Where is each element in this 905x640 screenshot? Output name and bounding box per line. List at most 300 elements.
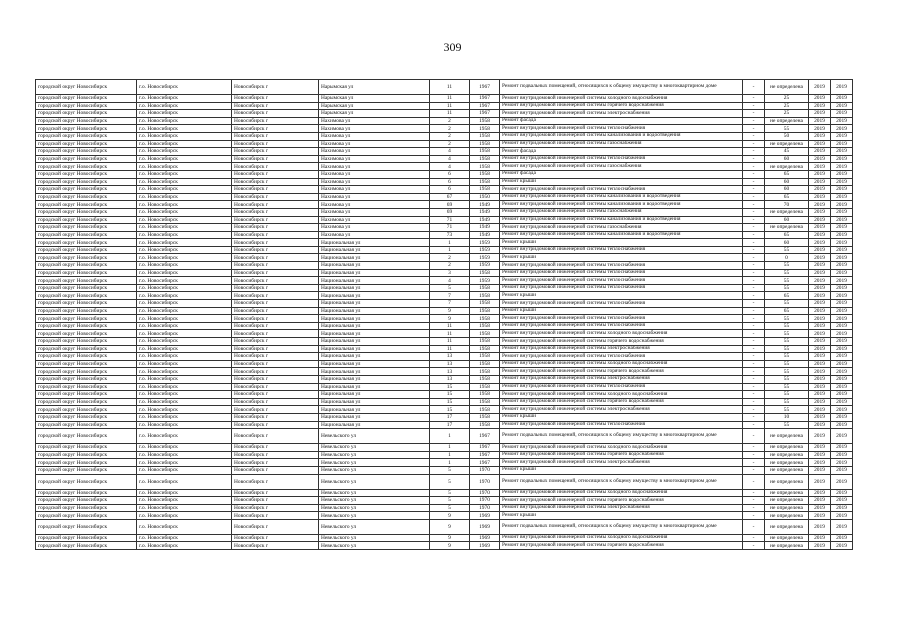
build-year-cell: 1958 [470, 170, 500, 178]
locality-cell: г.о. Новосибирск [137, 208, 232, 216]
cost-cell: не определена [765, 140, 809, 148]
cost-cell: 60 [765, 155, 809, 163]
work-type-cell: Ремонт фасада [500, 117, 743, 125]
house-number-cell: 15 [430, 398, 470, 406]
city-cell: Новосибирск г [232, 413, 319, 421]
build-year-cell: 1958 [470, 413, 500, 421]
house-number-cell: 73 [430, 231, 470, 239]
locality-cell: г.о. Новосибирск [137, 117, 232, 125]
table-row [36, 307, 853, 315]
build-year-cell: 1967 [470, 80, 500, 95]
locality-cell: г.о. Новосибирск [137, 277, 232, 285]
city-cell: Новосибирск г [232, 178, 319, 186]
house-number-cell: 2 [430, 140, 470, 148]
house-number-cell: 1 [430, 451, 470, 459]
house-number-cell: 9 [430, 534, 470, 542]
city-cell: Новосибирск г [232, 345, 319, 353]
build-year-cell: 1970 [470, 489, 500, 497]
table-row [36, 178, 853, 186]
cost-cell: 70 [765, 201, 809, 209]
work-type-cell: Ремонт крыши [500, 239, 743, 247]
house-number-cell: 6 [430, 170, 470, 178]
street-cell: Нахимова ул [319, 231, 430, 239]
dash-cell: - [743, 444, 765, 452]
locality-cell: г.о. Новосибирск [137, 421, 232, 429]
street-cell: Невельского ул [319, 459, 430, 467]
end-year-cell: 2019 [831, 102, 853, 110]
street-cell: Невельского ул [319, 497, 430, 505]
street-cell: Невельского ул [319, 474, 430, 489]
cost-cell: не определена [765, 117, 809, 125]
end-year-cell: 2019 [831, 155, 853, 163]
work-type-cell: Ремонт крыши [500, 466, 743, 474]
street-cell: Национальная ул [319, 353, 430, 361]
table-row [36, 383, 853, 391]
house-number-cell: 11 [430, 338, 470, 346]
cost-cell: 55 [765, 383, 809, 391]
build-year-cell: 1969 [470, 512, 500, 520]
cost-cell: 65 [765, 170, 809, 178]
street-cell: Нахимова ул [319, 140, 430, 148]
house-number-cell: 1 [430, 459, 470, 467]
city-cell: Новосибирск г [232, 125, 319, 133]
dash-cell: - [743, 315, 765, 323]
city-cell: Новосибирск г [232, 95, 319, 103]
locality-cell: г.о. Новосибирск [137, 406, 232, 414]
start-year-cell: 2019 [809, 170, 831, 178]
end-year-cell: 2019 [831, 504, 853, 512]
street-cell: Невельского ул [319, 429, 430, 444]
locality-cell: г.о. Новосибирск [137, 216, 232, 224]
locality-cell: г.о. Новосибирск [137, 368, 232, 376]
work-type-cell: Ремонт внутридомовой инженерной системы холодного водоснабжения [500, 95, 743, 103]
table-row [36, 322, 853, 330]
house-number-cell: 6 [430, 178, 470, 186]
end-year-cell: 2019 [831, 284, 853, 292]
start-year-cell: 2019 [809, 421, 831, 429]
street-cell: Национальная ул [319, 413, 430, 421]
house-number-cell: 2 [430, 117, 470, 125]
city-cell: Новосибирск г [232, 246, 319, 254]
municipality-cell: городской округ Новосибирск [36, 239, 137, 247]
city-cell: Новосибирск г [232, 277, 319, 285]
end-year-cell: 2019 [831, 451, 853, 459]
street-cell: Невельского ул [319, 466, 430, 474]
table-row [36, 338, 853, 346]
start-year-cell: 2019 [809, 413, 831, 421]
house-number-cell: 5 [430, 474, 470, 489]
work-type-cell: Ремонт подвальных помещений, относящихся к общему имуществу в многоквартирном доме [500, 519, 743, 534]
cost-cell: не определена [765, 474, 809, 489]
build-year-cell: 1958 [470, 292, 500, 300]
build-year-cell: 1949 [470, 208, 500, 216]
municipality-cell: городской округ Новосибирск [36, 163, 137, 171]
work-type-cell: Ремонт внутридомовой инженерной системы канализования и водоотведения [500, 201, 743, 209]
street-cell: Национальная ул [319, 383, 430, 391]
city-cell: Новосибирск г [232, 330, 319, 338]
start-year-cell: 2019 [809, 284, 831, 292]
cost-cell: 65 [765, 292, 809, 300]
cost-cell: 25 [765, 102, 809, 110]
start-year-cell: 2019 [809, 322, 831, 330]
dash-cell: - [743, 497, 765, 505]
locality-cell: г.о. Новосибирск [137, 269, 232, 277]
start-year-cell: 2019 [809, 474, 831, 489]
municipality-cell: городской округ Новосибирск [36, 338, 137, 346]
municipality-cell: городской округ Новосибирск [36, 512, 137, 520]
locality-cell: г.о. Новосибирск [137, 140, 232, 148]
dash-cell: - [743, 208, 765, 216]
cost-cell: не определена [765, 224, 809, 232]
work-type-cell: Ремонт внутридомовой инженерной системы горячего водоснабжения [500, 398, 743, 406]
city-cell: Новосибирск г [232, 170, 319, 178]
work-type-cell: Ремонт крыши [500, 307, 743, 315]
end-year-cell: 2019 [831, 262, 853, 270]
cost-cell: не определена [765, 497, 809, 505]
locality-cell: г.о. Новосибирск [137, 262, 232, 270]
table-row [36, 140, 853, 148]
build-year-cell: 1958 [470, 353, 500, 361]
start-year-cell: 2019 [809, 534, 831, 542]
table-row [36, 284, 853, 292]
cost-cell: не определена [765, 444, 809, 452]
house-number-cell: 6 [430, 186, 470, 194]
municipality-cell: городской округ Новосибирск [36, 254, 137, 262]
street-cell: Невельского ул [319, 451, 430, 459]
locality-cell: г.о. Новосибирск [137, 497, 232, 505]
end-year-cell: 2019 [831, 429, 853, 444]
cost-cell: 60 [765, 216, 809, 224]
table-row [36, 360, 853, 368]
table-row [36, 269, 853, 277]
dash-cell: - [743, 421, 765, 429]
end-year-cell: 2019 [831, 534, 853, 542]
street-cell: Нарымская ул [319, 110, 430, 118]
cost-cell: не определена [765, 542, 809, 550]
house-number-cell: 2 [430, 125, 470, 133]
street-cell: Невельского ул [319, 489, 430, 497]
street-cell: Нахимова ул [319, 216, 430, 224]
work-type-cell: Ремонт внутридомовой инженерной системы холодного водоснабжения [500, 489, 743, 497]
start-year-cell: 2019 [809, 398, 831, 406]
cost-cell: 65 [765, 231, 809, 239]
street-cell: Национальная ул [319, 315, 430, 323]
house-number-cell: 2 [430, 132, 470, 140]
street-cell: Невельского ул [319, 504, 430, 512]
table-row [36, 391, 853, 399]
street-cell: Нарымская ул [319, 102, 430, 110]
start-year-cell: 2019 [809, 504, 831, 512]
locality-cell: г.о. Новосибирск [137, 398, 232, 406]
municipality-cell: городской округ Новосибирск [36, 178, 137, 186]
city-cell: Новосибирск г [232, 368, 319, 376]
street-cell: Нахимова ул [319, 178, 430, 186]
dash-cell: - [743, 307, 765, 315]
build-year-cell: 1970 [470, 504, 500, 512]
city-cell: Новосибирск г [232, 391, 319, 399]
dash-cell: - [743, 466, 765, 474]
table-row [36, 429, 853, 444]
work-type-cell: Ремонт внутридомовой инженерной системы канализования и водоотведения [500, 216, 743, 224]
street-cell: Национальная ул [319, 421, 430, 429]
table-row [36, 201, 853, 209]
house-number-cell: 1 [430, 239, 470, 247]
municipality-cell: городской округ Новосибирск [36, 315, 137, 323]
start-year-cell: 2019 [809, 148, 831, 156]
municipality-cell: городской округ Новосибирск [36, 466, 137, 474]
table-row [36, 466, 853, 474]
street-cell: Национальная ул [319, 345, 430, 353]
build-year-cell: 1958 [470, 140, 500, 148]
cost-cell: не определена [765, 519, 809, 534]
dash-cell: - [743, 330, 765, 338]
build-year-cell: 1949 [470, 224, 500, 232]
work-type-cell: Ремонт внутридомовой инженерной системы теплоснабжения [500, 125, 743, 133]
cost-cell: не определена [765, 504, 809, 512]
start-year-cell: 2019 [809, 497, 831, 505]
start-year-cell: 2019 [809, 239, 831, 247]
dash-cell: - [743, 451, 765, 459]
start-year-cell: 2019 [809, 330, 831, 338]
work-type-cell: Ремонт фасада [500, 148, 743, 156]
table-row [36, 444, 853, 452]
street-cell: Национальная ул [319, 239, 430, 247]
city-cell: Новосибирск г [232, 163, 319, 171]
city-cell: Новосибирск г [232, 292, 319, 300]
end-year-cell: 2019 [831, 489, 853, 497]
house-number-cell: 11 [430, 102, 470, 110]
house-number-cell: 69 [430, 208, 470, 216]
table-row [36, 534, 853, 542]
dash-cell: - [743, 512, 765, 520]
dash-cell: - [743, 474, 765, 489]
start-year-cell: 2019 [809, 292, 831, 300]
city-cell: Новосибирск г [232, 254, 319, 262]
start-year-cell: 2019 [809, 193, 831, 201]
work-type-cell: Ремонт внутридомовой инженерной системы горячего водоснабжения [500, 451, 743, 459]
house-number-cell: 5 [430, 284, 470, 292]
street-cell: Нахимова ул [319, 125, 430, 133]
street-cell: Национальная ул [319, 246, 430, 254]
work-type-cell: Ремонт внутридомовой инженерной системы горячего водоснабжения [500, 497, 743, 505]
city-cell: Новосибирск г [232, 300, 319, 308]
work-type-cell: Ремонт внутридомовой инженерной системы теплоснабжения [500, 284, 743, 292]
build-year-cell: 1958 [470, 315, 500, 323]
house-number-cell: 1 [430, 444, 470, 452]
work-type-cell: Ремонт внутридомовой инженерной системы теплоснабжения [500, 383, 743, 391]
build-year-cell: 1958 [470, 345, 500, 353]
city-cell: Новосибирск г [232, 338, 319, 346]
house-number-cell: 71 [430, 224, 470, 232]
start-year-cell: 2019 [809, 489, 831, 497]
dash-cell: - [743, 406, 765, 414]
build-year-cell: 1959 [470, 254, 500, 262]
table-row [36, 117, 853, 125]
municipality-cell: городской округ Новосибирск [36, 368, 137, 376]
house-number-cell: 1 [430, 246, 470, 254]
work-type-cell: Ремонт внутридомовой инженерной системы горячего водоснабжения [500, 338, 743, 346]
municipality-cell: городской округ Новосибирск [36, 155, 137, 163]
work-type-cell: Ремонт крыши [500, 512, 743, 520]
locality-cell: г.о. Новосибирск [137, 284, 232, 292]
street-cell: Нахимова ул [319, 155, 430, 163]
dash-cell: - [743, 193, 765, 201]
build-year-cell: 1969 [470, 542, 500, 550]
cost-cell: 25 [765, 110, 809, 118]
build-year-cell: 1967 [470, 444, 500, 452]
start-year-cell: 2019 [809, 246, 831, 254]
end-year-cell: 2019 [831, 474, 853, 489]
city-cell: Новосибирск г [232, 474, 319, 489]
street-cell: Национальная ул [319, 269, 430, 277]
table-row [36, 474, 853, 489]
locality-cell: г.о. Новосибирск [137, 345, 232, 353]
municipality-cell: городской округ Новосибирск [36, 284, 137, 292]
city-cell: Новосибирск г [232, 155, 319, 163]
work-type-cell: Ремонт внутридомовой инженерной системы теплоснабжения [500, 300, 743, 308]
work-type-cell: Ремонт крыши [500, 254, 743, 262]
street-cell: Нарымская ул [319, 95, 430, 103]
dash-cell: - [743, 459, 765, 467]
locality-cell: г.о. Новосибирск [137, 353, 232, 361]
city-cell: Новосибирск г [232, 497, 319, 505]
dash-cell: - [743, 95, 765, 103]
work-type-cell: Ремонт крыши [500, 292, 743, 300]
house-number-cell: 7 [430, 300, 470, 308]
cost-cell: 55 [765, 246, 809, 254]
end-year-cell: 2019 [831, 132, 853, 140]
dash-cell: - [743, 125, 765, 133]
street-cell: Невельского ул [319, 534, 430, 542]
table-row [36, 413, 853, 421]
house-number-cell: 13 [430, 353, 470, 361]
end-year-cell: 2019 [831, 148, 853, 156]
dash-cell: - [743, 284, 765, 292]
street-cell: Национальная ул [319, 391, 430, 399]
end-year-cell: 2019 [831, 413, 853, 421]
municipality-cell: городской округ Новосибирск [36, 542, 137, 550]
end-year-cell: 2019 [831, 95, 853, 103]
table-row [36, 208, 853, 216]
work-type-cell: Ремонт внутридомовой инженерной системы канализования и водоотведения [500, 231, 743, 239]
table-row [36, 504, 853, 512]
city-cell: Новосибирск г [232, 406, 319, 414]
table-row [36, 80, 853, 95]
house-number-cell: 2 [430, 254, 470, 262]
cost-cell: 10 [765, 413, 809, 421]
table-row [36, 110, 853, 118]
city-cell: Новосибирск г [232, 421, 319, 429]
end-year-cell: 2019 [831, 353, 853, 361]
house-number-cell: 9 [430, 519, 470, 534]
street-cell: Национальная ул [319, 262, 430, 270]
build-year-cell: 1958 [470, 398, 500, 406]
cost-cell: 55 [765, 421, 809, 429]
city-cell: Новосибирск г [232, 459, 319, 467]
build-year-cell: 1967 [470, 459, 500, 467]
municipality-cell: городской округ Новосибирск [36, 345, 137, 353]
house-number-cell: 9 [430, 307, 470, 315]
locality-cell: г.о. Новосибирск [137, 307, 232, 315]
municipality-cell: городской округ Новосибирск [36, 193, 137, 201]
end-year-cell: 2019 [831, 178, 853, 186]
end-year-cell: 2019 [831, 208, 853, 216]
house-number-cell: 17 [430, 413, 470, 421]
cost-cell: 55 [765, 322, 809, 330]
cost-cell: не определена [765, 429, 809, 444]
dash-cell: - [743, 186, 765, 194]
repair-schedule-table [35, 79, 853, 550]
house-number-cell: 67 [430, 193, 470, 201]
municipality-cell: городской округ Новосибирск [36, 307, 137, 315]
house-number-cell: 15 [430, 406, 470, 414]
table-row [36, 421, 853, 429]
start-year-cell: 2019 [809, 102, 831, 110]
locality-cell: г.о. Новосибирск [137, 170, 232, 178]
start-year-cell: 2019 [809, 338, 831, 346]
municipality-cell: городской округ Новосибирск [36, 519, 137, 534]
dash-cell: - [743, 148, 765, 156]
street-cell: Национальная ул [319, 398, 430, 406]
table-row [36, 125, 853, 133]
street-cell: Национальная ул [319, 284, 430, 292]
build-year-cell: 1958 [470, 125, 500, 133]
start-year-cell: 2019 [809, 315, 831, 323]
build-year-cell: 1958 [470, 421, 500, 429]
municipality-cell: городской округ Новосибирск [36, 383, 137, 391]
dash-cell: - [743, 201, 765, 209]
locality-cell: г.о. Новосибирск [137, 155, 232, 163]
end-year-cell: 2019 [831, 398, 853, 406]
dash-cell: - [743, 262, 765, 270]
locality-cell: г.о. Новосибирск [137, 519, 232, 534]
start-year-cell: 2019 [809, 368, 831, 376]
start-year-cell: 2019 [809, 269, 831, 277]
end-year-cell: 2019 [831, 542, 853, 550]
house-number-cell: 4 [430, 163, 470, 171]
cost-cell: 0 [765, 254, 809, 262]
municipality-cell: городской округ Новосибирск [36, 534, 137, 542]
table-row [36, 353, 853, 361]
cost-cell: не определена [765, 534, 809, 542]
house-number-cell: 5 [430, 504, 470, 512]
work-type-cell: Ремонт внутридомовой инженерной системы горячего водоснабжения [500, 368, 743, 376]
build-year-cell: 1958 [470, 155, 500, 163]
table-row [36, 300, 853, 308]
end-year-cell: 2019 [831, 519, 853, 534]
start-year-cell: 2019 [809, 300, 831, 308]
build-year-cell: 1950 [470, 193, 500, 201]
table-row [36, 292, 853, 300]
cost-cell: 55 [765, 368, 809, 376]
dash-cell: - [743, 429, 765, 444]
table-row [36, 406, 853, 414]
locality-cell: г.о. Новосибирск [137, 254, 232, 262]
house-number-cell: 3 [430, 269, 470, 277]
start-year-cell: 2019 [809, 277, 831, 285]
municipality-cell: городской округ Новосибирск [36, 170, 137, 178]
table-row [36, 246, 853, 254]
street-cell: Национальная ул [319, 307, 430, 315]
municipality-cell: городской округ Новосибирск [36, 186, 137, 194]
start-year-cell: 2019 [809, 444, 831, 452]
cost-cell: 60 [765, 178, 809, 186]
dash-cell: - [743, 519, 765, 534]
cost-cell: 55 [765, 406, 809, 414]
start-year-cell: 2019 [809, 451, 831, 459]
municipality-cell: городской округ Новосибирск [36, 132, 137, 140]
cost-cell: 55 [765, 353, 809, 361]
